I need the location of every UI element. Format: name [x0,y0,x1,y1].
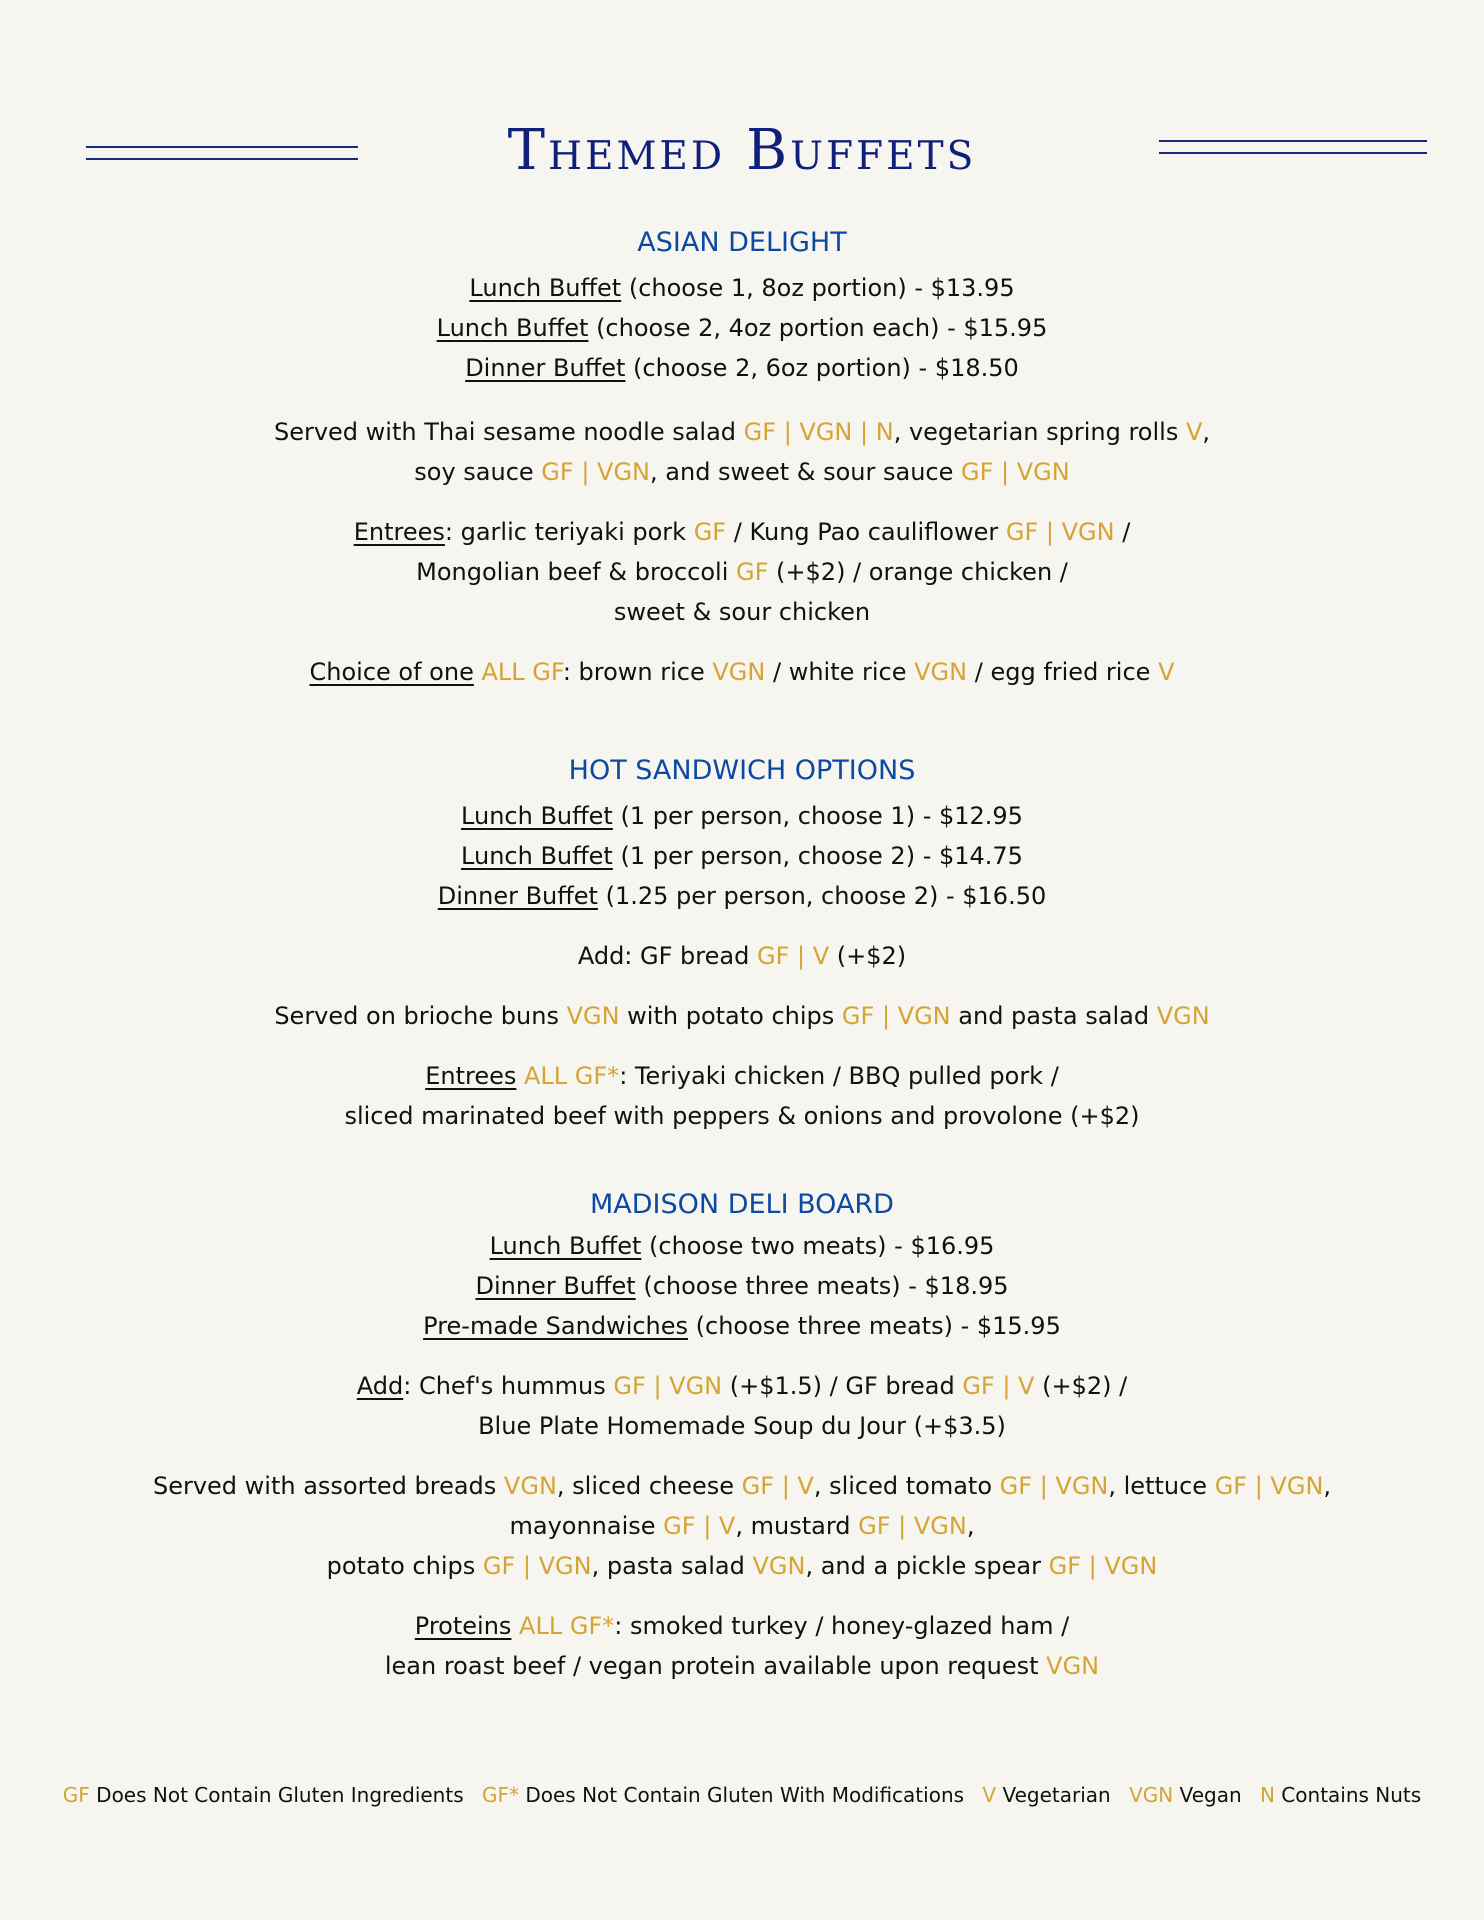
page-title: Themed Buffets [507,118,977,183]
price-line [0,876,1484,916]
legend-item [982,1783,1110,1807]
text: : garlic teriyaki pork [444,518,694,546]
section-gap [0,692,1484,750]
legend-code: GF [62,1783,90,1807]
diet-tag: ALL GF [473,658,563,686]
diet-tag: VGN [566,1002,620,1030]
legend-code: N [1259,1783,1275,1807]
served-line [0,1466,1484,1506]
entrees-line [0,512,1484,552]
price-line [0,1306,1484,1346]
text: Add: GF bread [577,942,757,970]
text: , [1202,418,1211,446]
price-detail: (choose three meats) - $15.95 [688,1312,1061,1340]
text: , mustard [735,1512,859,1540]
text: (+$2) [829,942,907,970]
entrees [0,512,1484,632]
legend-text: Does Not Contain Gluten Ingredients [89,1783,464,1807]
diet-tag: VGN [503,1472,557,1500]
section-gap [0,1136,1484,1184]
legend-text: Vegan [1173,1783,1242,1807]
proteins-line [0,1646,1484,1686]
entrees-line [0,1096,1484,1136]
diet-tag: V [1185,418,1203,446]
served-on [0,996,1484,1036]
buffet-label: Dinner Buffet [475,1272,636,1300]
price-detail: (choose 2, 4oz portion each) - $15.95 [588,314,1048,342]
text: : Teriyaki chicken / BBQ pulled pork / [619,1062,1059,1090]
diet-tag: GF | VGN [961,458,1070,486]
legend-item [1129,1783,1242,1807]
price-line [0,268,1484,308]
diet-tag: VGN [1046,1652,1100,1680]
text: / Kung Pao cauliflower [726,518,1006,546]
text: , sliced cheese [556,1472,742,1500]
legend-code: V [982,1783,997,1807]
text: (+$2) / [1034,1372,1128,1400]
buffet-label: Lunch Buffet [461,842,613,870]
entrees [0,1056,1484,1136]
proteins [0,1606,1484,1686]
text: soy sauce [414,458,542,486]
text: Blue Plate Homemade Soup du Jour (+$3.5) [478,1412,1006,1440]
price-detail: (choose 2, 6oz portion) - $18.50 [625,354,1019,382]
text: / egg fried rice [967,658,1159,686]
diet-tag: GF [693,518,727,546]
text: , sliced tomato [813,1472,1000,1500]
diet-tag: GF [736,558,769,586]
price-line [0,348,1484,388]
entrees-label: Entrees [425,1062,517,1090]
diet-tag: GF | VGN [1048,1552,1158,1580]
diet-tag: GF | VGN [999,1472,1109,1500]
legend-code: GF* [481,1783,519,1807]
diet-legend [0,1780,1484,1810]
title-row [0,112,1484,192]
diet-tag: VGN [712,658,766,686]
text: potato chips [326,1552,483,1580]
text: , [1323,1472,1332,1500]
text: / [1114,518,1131,546]
price-detail: (1 per person, choose 1) - $12.95 [612,802,1023,830]
text: : brown rice [562,658,713,686]
text: lean roast beef / vegan protein available upon request [384,1652,1047,1680]
legend-text: Contains Nuts [1274,1783,1422,1807]
entrees-label: Entrees [353,518,445,546]
add-on [0,1366,1484,1446]
text: and pasta salad [950,1002,1157,1030]
diet-tag: VGN [1156,1002,1210,1030]
diet-tag: ALL GF* [516,1062,620,1090]
buffet-label: Lunch Buffet [436,314,589,342]
served-line [0,452,1484,492]
text: Served with assorted breads [152,1472,504,1500]
price-detail: (choose 1, 8oz portion) - $13.95 [621,274,1015,302]
diet-tag: GF | VGN [841,1002,951,1030]
buffet-label: Dinner Buffet [437,882,598,910]
diet-tag: GF | VGN | N [743,418,894,446]
buffet-label: Dinner Buffet [465,354,626,382]
diet-tag: GF | V [663,1512,736,1540]
text: , and a pickle spear [805,1552,1049,1580]
text: : Chef's hummus [403,1372,614,1400]
legend-code: VGN [1129,1783,1174,1807]
text: / white rice [765,658,915,686]
price-detail: (choose two meats) - $16.95 [641,1232,995,1260]
legend-text: Does Not Contain Gluten With Modifications [519,1783,965,1807]
diet-tag: VGN [752,1552,806,1580]
legend-item [63,1783,464,1807]
diet-tag: VGN [914,658,968,686]
add-line [0,1406,1484,1446]
text: with potato chips [619,1002,842,1030]
choice-of-one [0,652,1484,692]
diet-tag: ALL GF* [511,1612,615,1640]
text: , lettuce [1108,1472,1215,1500]
legend-text: Vegetarian [996,1783,1111,1807]
diet-tag: GF | VGN [858,1512,967,1540]
buffet-label: Lunch Buffet [461,802,613,830]
price-line [0,796,1484,836]
text: sliced marinated beef with peppers & onions and provolone (+$2) [344,1102,1140,1130]
diet-tag: GF | VGN [1005,518,1115,546]
proteins-label: Proteins [414,1612,512,1640]
text: , [966,1512,975,1540]
choice-label: Choice of one [309,658,474,686]
price-detail: (1 per person, choose 2) - $14.75 [612,842,1023,870]
served-line [0,1546,1484,1586]
section-asian-delight [0,222,1484,692]
menu-content [0,222,1484,1686]
text: , vegetarian spring rolls [893,418,1186,446]
served-line [0,1506,1484,1546]
served-line [0,996,1484,1036]
section-title: MADISON DELI BOARD [590,1189,894,1220]
diet-tag: GF | VGN [541,458,651,486]
diet-tag: GF | VGN [1214,1472,1324,1500]
diet-tag: GF | V [962,1372,1035,1400]
served-with [0,412,1484,492]
price-line [0,308,1484,348]
price-detail: (choose three meats) - $18.95 [635,1272,1009,1300]
buffet-label: Lunch Buffet [489,1232,642,1260]
text: , pasta salad [591,1552,753,1580]
section-madison-deli [0,1184,1484,1686]
add-on [0,936,1484,976]
text: (+$2) / orange chicken / [768,558,1068,586]
diet-tag: V [1158,658,1175,686]
buffet-label: Pre-made Sandwiches [423,1312,689,1340]
diet-tag: GF | V [741,1472,814,1500]
served-line [0,412,1484,452]
price-line [0,1226,1484,1266]
diet-tag: GF | VGN [613,1372,723,1400]
text: Mongolian beef & broccoli [416,558,737,586]
entrees-line [0,592,1484,632]
diet-tag: GF | V [756,942,830,970]
text: sweet & sour chicken [613,598,871,626]
text: Served on brioche buns [274,1002,567,1030]
entrees-line [0,1056,1484,1096]
add-label: Add [356,1372,404,1400]
served-with [0,1466,1484,1586]
price-line [0,1266,1484,1306]
price-line [0,836,1484,876]
add-line [0,1366,1484,1406]
diet-tag: GF | VGN [482,1552,592,1580]
legend-item [482,1783,964,1807]
text: Served with Thai sesame noodle salad [273,418,744,446]
right-double-rule [1159,140,1427,154]
text: , and sweet & sour sauce [650,458,962,486]
entrees-line [0,552,1484,592]
text: (+$1.5) / GF bread [722,1372,963,1400]
choice-line [0,652,1484,692]
add-line [0,936,1484,976]
text: mayonnaise [509,1512,664,1540]
legend-item [1260,1783,1421,1807]
section-title: ASIAN DELIGHT [637,227,847,258]
section-title: HOT SANDWICH OPTIONS [568,755,916,786]
price-detail: (1.25 per person, choose 2) - $16.50 [597,882,1047,910]
buffet-label: Lunch Buffet [469,274,622,302]
section-hot-sandwich [0,750,1484,1136]
text: : smoked turkey / honey-glazed ham / [614,1612,1070,1640]
proteins-line [0,1606,1484,1646]
